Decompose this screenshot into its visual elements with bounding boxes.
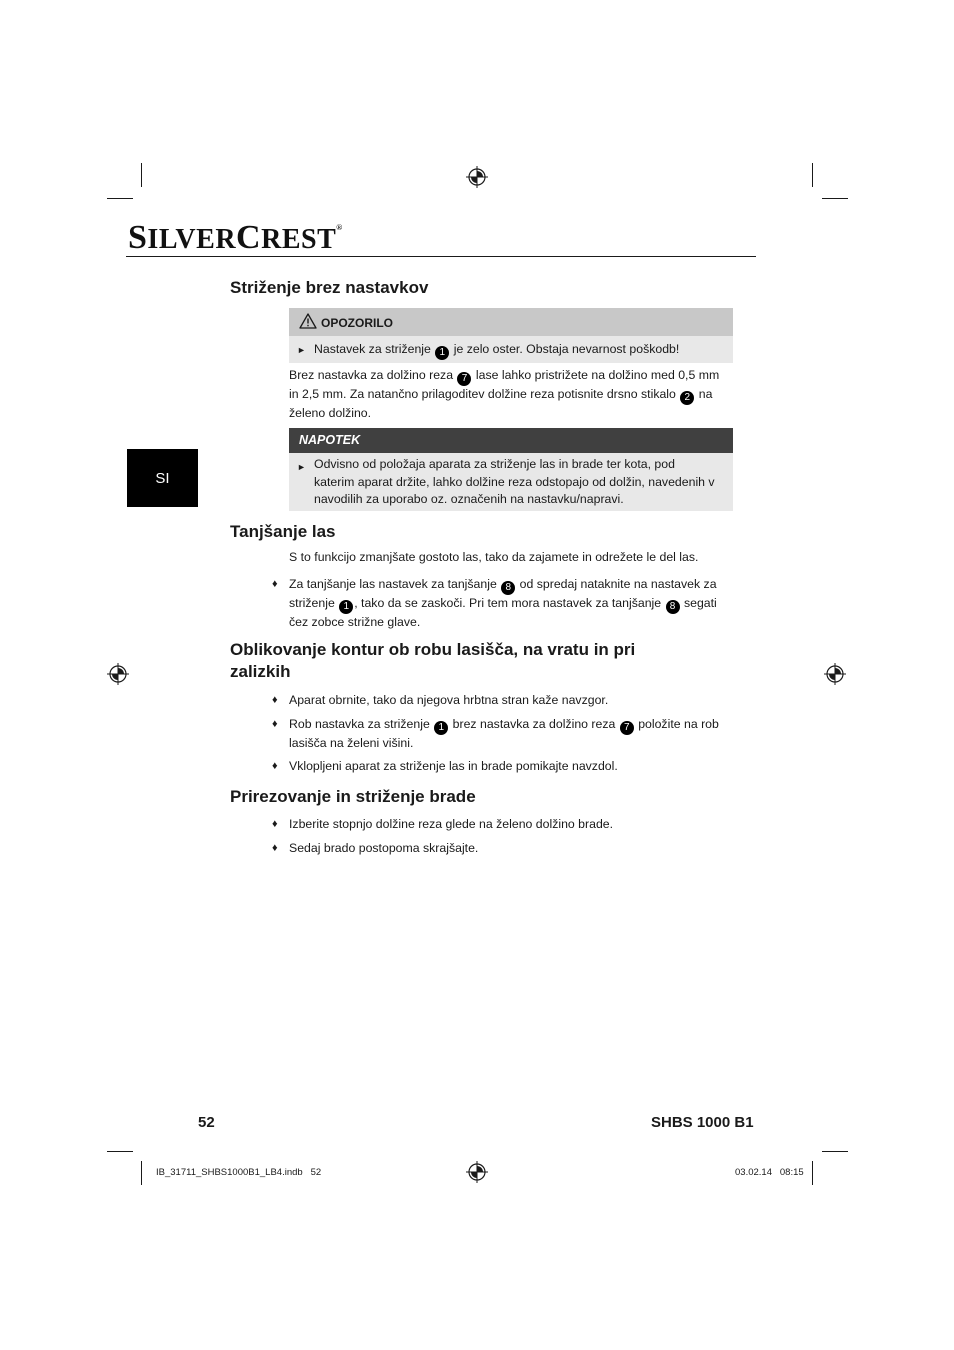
diamond-bullet-icon: ♦ [272, 718, 278, 730]
header-rule [126, 256, 756, 257]
list-item: ♦ Izberite stopnjo dolžine reza glede na želeno dolžino brade. [289, 816, 613, 834]
arrow-bullet-icon: ► [297, 345, 306, 355]
diamond-bullet-icon: ♦ [272, 760, 278, 772]
note-body: ► Odvisno od položaja aparata za striženje las in brade ter kota, pod katerim aparat držite, lahko dolžine reza odstopajo od dolžin, navedenih v navodilih za uporabo oz. označenih na nastavku/napravi. [289, 453, 733, 511]
warning-body [289, 336, 733, 363]
crop-mark [812, 163, 813, 187]
diamond-bullet-icon: ♦ [272, 694, 278, 706]
crop-mark [812, 1161, 813, 1185]
date-slug: 03.02.14 08:15 [735, 1167, 804, 1178]
registration-mark-icon [824, 663, 846, 685]
note-label: NAPOTEK [299, 433, 361, 447]
model-name: SHBS 1000 B1 [651, 1114, 754, 1131]
crop-mark [141, 163, 142, 187]
registration-mark-icon [466, 1161, 488, 1183]
crop-mark [822, 198, 848, 199]
warning-text: Nastavek za striženje 1 je zelo oster. Obstaja nevarnost poškodb! [314, 342, 680, 358]
note-header [289, 428, 733, 453]
list-item: ♦ Vklopljeni aparat za striženje las in brade pomikajte navzdol. [289, 758, 618, 776]
list-item: ♦ Sedaj brado postopoma skrajšajte. [289, 840, 478, 858]
paragraph: S to funkcijo zmanjšate gostoto las, tako da zajamete in odrežete le del las. [289, 550, 699, 564]
warning-label: OPOZORILO [321, 316, 393, 330]
list-item: ♦ Rob nastavka za striženje 1 brez nastavka za dolžino reza 7 položite na rob lasišča na želeni višini. [272, 717, 719, 750]
section-title: Prirezovanje in striženje brade [230, 787, 476, 806]
list-item: ♦ Aparat obrnite, tako da njegova hrbtna stran kaže navzgor. [289, 692, 608, 710]
warning-header [289, 308, 733, 336]
registration-mark-icon [466, 166, 488, 188]
page-number: 52 [198, 1114, 215, 1131]
section-title: Tanjšanje las [230, 522, 336, 541]
diamond-bullet-icon: ♦ [272, 578, 278, 590]
section-title: Striženje brez nastavkov [230, 278, 429, 297]
crop-mark [822, 1151, 848, 1152]
language-tab: SI [127, 449, 198, 507]
crop-mark [107, 1151, 133, 1152]
crop-mark [107, 198, 133, 199]
file-slug: IB_31711_SHBS1000B1_LB4.indb 52 [156, 1167, 322, 1178]
section-title: Oblikovanje kontur ob robu lasišča, na vratu in pri zalizkih [230, 640, 636, 681]
arrow-bullet-icon: ► [297, 462, 306, 472]
warning-triangle-icon [299, 313, 317, 329]
crop-mark [141, 1161, 142, 1185]
list-item: ♦ Za tanjšanje las nastavek za tanjšanje 8 od spredaj nataknite na nastavek za striženje 1 , tako da se zaskoči. Pri tem mora nastavek za tanjšanje 8 segati čez zobce strižne glave. [272, 577, 717, 629]
registration-mark-icon [107, 663, 129, 685]
brand-logo: SILVERCREST® [128, 219, 343, 256]
diamond-bullet-icon: ♦ [272, 842, 278, 854]
diamond-bullet-icon: ♦ [272, 818, 278, 830]
paragraph: Brez nastavka za dolžino reza 7 lase lahko pristrižete na dolžino med 0,5 mm in 2,5 mm. Za natančno prilagoditev dolžine reza potisnite drsno stikalo 2 na želeno dolžino. [289, 368, 720, 420]
